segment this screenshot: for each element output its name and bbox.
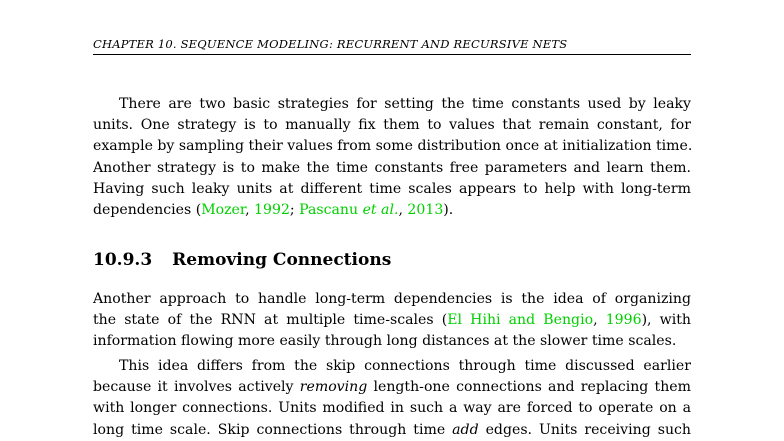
text-fragment: length-one connections and replacing them	[367, 379, 691, 396]
section-heading	[93, 249, 391, 271]
citation-link-mozer-author[interactable]: Mozer	[201, 202, 246, 219]
text-fragment: ,	[398, 202, 408, 219]
text-line	[93, 200, 691, 221]
text-fragment: ;	[289, 202, 300, 219]
text-line: This idea differs from the skip connections through time discussed earlier	[119, 358, 691, 374]
text-line: Having such leaky units at different time scales appears to help with long-term	[93, 180, 691, 197]
header-rule	[93, 54, 691, 55]
section-number: 10.9.3	[93, 250, 153, 270]
section-title: Removing Connections	[172, 250, 392, 270]
text-fragment: ), with	[641, 312, 691, 329]
citation-link-el-hihi-year[interactable]: 1996	[605, 312, 642, 329]
text-fragment: the state of the RNN at multiple time-scales (	[93, 312, 448, 329]
text-fragment: dependencies (	[93, 202, 202, 219]
text-line: There are two basic strategies for setting the time constants used by leaky	[119, 96, 691, 112]
text-fragment: ,	[245, 202, 255, 219]
text-line: information flowing more easily through long distances at the slower time scales.	[93, 333, 677, 350]
text-line: with longer connections. Units modified in such a way are forced to operate on a	[93, 400, 691, 417]
text-line: example by sampling their values from some distribution once at initialization time.	[93, 138, 693, 155]
text-line	[93, 420, 691, 441]
paragraph-idea-differs	[93, 356, 691, 441]
citation-link-pascanu-etal[interactable]: et al.	[362, 202, 399, 219]
text-line: Another strategy is to make the time constants free parameters and learn them.	[93, 159, 691, 176]
text-line	[93, 377, 691, 398]
emphasis: removing	[299, 379, 368, 396]
running-header: CHAPTER 10. SEQUENCE MODELING: RECURRENT AND RECURSIVE NETS	[93, 37, 568, 51]
paragraph-removing-connections	[93, 289, 691, 353]
text-line	[93, 310, 691, 331]
text-line: Another approach to handle long-term dependencies is the idea of organizing	[93, 291, 691, 307]
citation-link-el-hihi-author[interactable]: El Hihi and Bengio	[447, 312, 594, 329]
citation-link-pascanu-year[interactable]: 2013	[407, 202, 444, 219]
emphasis: add	[452, 421, 479, 438]
text-fragment: long time scale. Skip connections through time	[93, 421, 453, 438]
text-fragment: because it involves actively	[93, 379, 300, 396]
paragraph-leaky-units	[93, 94, 691, 221]
citation-link-pascanu-author[interactable]: Pascanu	[299, 202, 363, 219]
text-fragment: edges. Units receiving such	[478, 421, 691, 438]
text-fragment: ,	[593, 312, 606, 329]
text-line: units. One strategy is to manually fix them to values that remain constant, for	[93, 117, 691, 134]
text-fragment: ).	[443, 202, 454, 219]
citation-link-mozer-year[interactable]: 1992	[254, 202, 290, 219]
